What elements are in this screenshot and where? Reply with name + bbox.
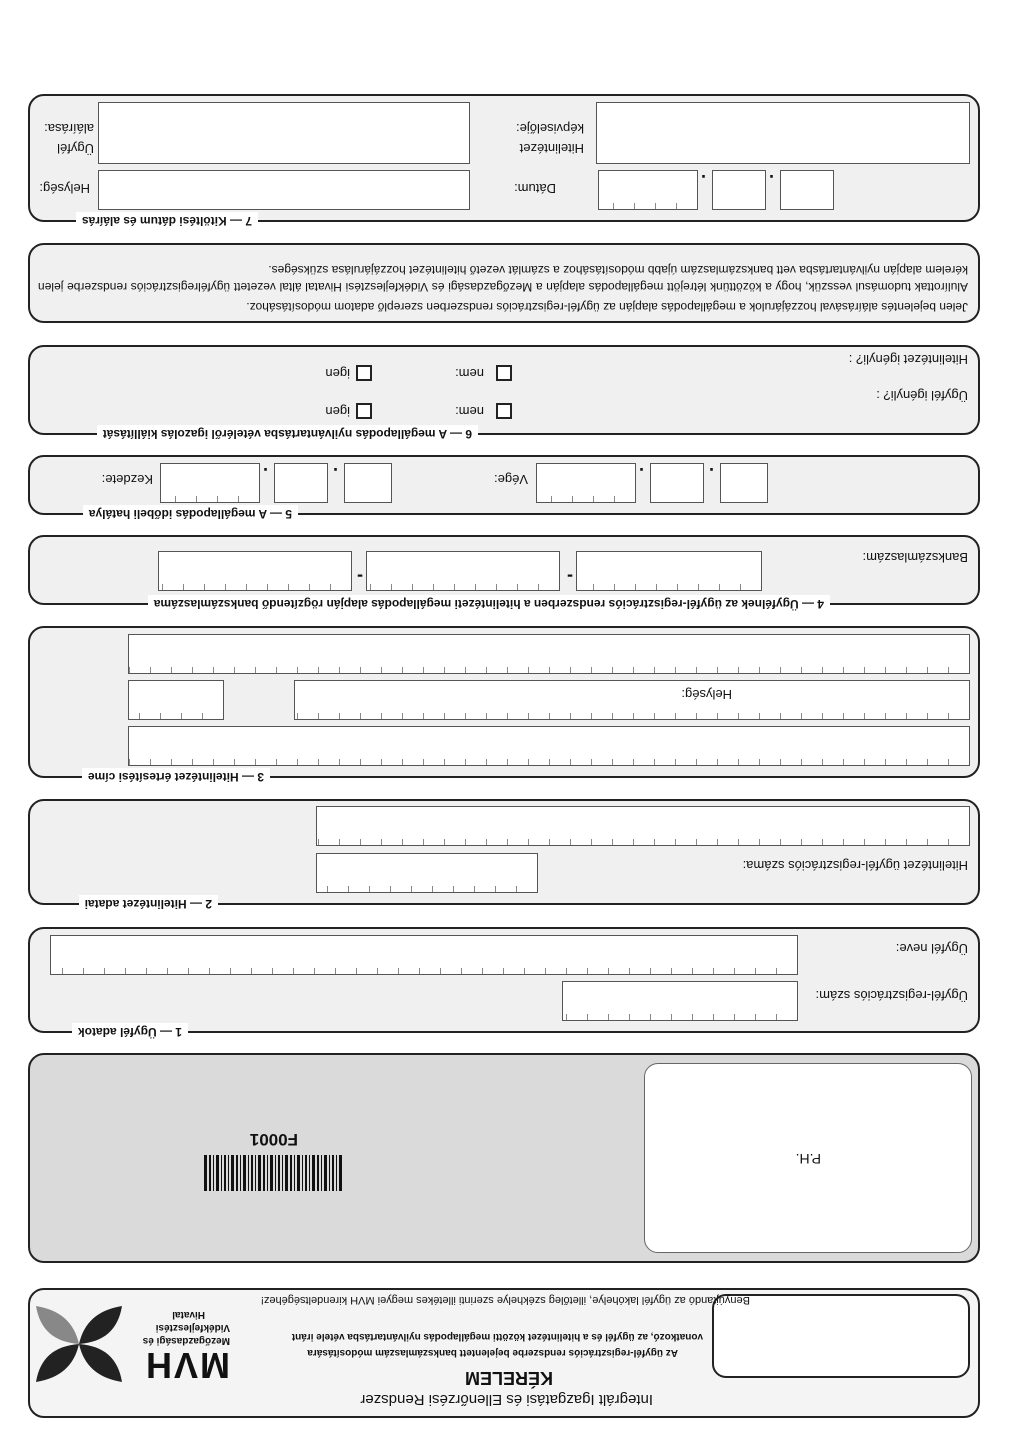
postal-address-input[interactable] xyxy=(128,634,970,674)
bank-request-no-label: nem: xyxy=(455,366,484,381)
bank-request-label: Hitelintézet igényli? : xyxy=(848,352,968,367)
bank-reg-number-input[interactable] xyxy=(316,853,538,893)
end-date-dot-1: . xyxy=(638,464,644,484)
start-date-label: Kezdete: xyxy=(101,472,153,487)
date-label: Dátum: xyxy=(514,181,556,196)
section-3-bank-address xyxy=(28,626,980,784)
document-title: KÉRELEM xyxy=(464,1368,553,1388)
declaration-panel xyxy=(28,243,980,323)
client-signature-box[interactable] xyxy=(98,102,470,164)
client-name-label: Ügyfél neve: xyxy=(895,941,968,956)
registration-stamp-box[interactable] xyxy=(712,1294,970,1378)
client-signature-label-1: Ügyfél xyxy=(57,141,94,156)
start-year-input[interactable] xyxy=(160,463,260,503)
bank-signature-label-1: Hitelintézet xyxy=(519,141,584,156)
start-day-input[interactable] xyxy=(344,463,392,503)
section-4-legend: 4 — Ügyfélnek az ügyfél-regisztrációs rendszerben a hitelintézeti megállapodás alapján rögzítendő bankszámlaszáma xyxy=(148,595,830,613)
section-2-legend: 2 — Hitelintézet adatai xyxy=(79,895,218,913)
stamp-label: P.H. xyxy=(795,1151,821,1167)
bank-signature-box[interactable] xyxy=(596,102,970,164)
bank-request-yes-checkbox[interactable] xyxy=(356,365,372,381)
logo-line-3: Hivatal xyxy=(172,1309,205,1320)
date-dot-1: . xyxy=(700,171,706,191)
official-stamp-box[interactable] xyxy=(644,1063,972,1253)
bank-account-part-2-input[interactable] xyxy=(366,551,560,591)
declaration-line-2: Alulírottak tudomásul vesszük, hogy a közöttünk létrejött megállapodás alapján a Mezőgazdasági és Vidékfejlesztési Hivatal által vezetett ügyfélregisztrációs rendszerbe jelen kérelem alapján nyilvántartásba vett bankszámlaszám újabb módosításához a számlát vezető hitelintézet hozzájárulása szükséges. xyxy=(38,263,968,294)
start-date-dot-1: . xyxy=(262,464,268,484)
bank-account-part-3-input[interactable] xyxy=(576,551,762,591)
form-code: F0001 xyxy=(249,1130,298,1149)
section-7-signature xyxy=(28,94,980,228)
start-date-dot-2: . xyxy=(332,464,338,484)
date-day-input[interactable] xyxy=(780,170,834,210)
city-label: Helység: xyxy=(681,687,732,702)
section-5-legend: 5 — A megállapodás időbeli hatálya xyxy=(83,505,298,523)
end-date-dot-2: . xyxy=(708,464,714,484)
document-subtitle-2: vonatkozó, az ügyfél és a hitelintézet közötti megállapodás nyilvántartásba vétele iránt xyxy=(291,1331,703,1342)
bank-reg-number-label: Hitelintézet ügyfél-regisztrációs száma: xyxy=(742,858,968,873)
section-6-certificate xyxy=(28,345,980,441)
bank-request-yes-label: igen xyxy=(325,366,350,381)
place-input[interactable] xyxy=(98,170,470,210)
start-month-input[interactable] xyxy=(274,463,328,503)
section-4-bank-account xyxy=(28,535,980,611)
place-label: Helység: xyxy=(39,181,90,196)
bank-contact-name-input[interactable] xyxy=(128,726,970,766)
section-3-legend: 3 — Hitelintézet értesítési címe xyxy=(82,768,270,786)
client-request-label: Ügyfél igényli? : xyxy=(876,388,968,403)
account-separator-1: - xyxy=(357,567,363,587)
logo-emblem-icon xyxy=(34,1304,124,1384)
section-1-client-data xyxy=(28,927,980,1039)
bank-signature-label-2: képviselője: xyxy=(516,121,584,136)
document-subtitle-1: Az ügyfél-regisztrációs rendszerbe bejelentett bankszámlaszám módosítására xyxy=(307,1347,678,1358)
date-dot-2: . xyxy=(768,171,774,191)
declaration-line-1: Jelen bejelentés aláírásával hozzájárulok a megállapodás alapján az ügyfél-regisztrációs rendszerben szereplő adatom módosításához. xyxy=(246,300,968,314)
barcode-panel xyxy=(28,1053,980,1263)
section-5-validity xyxy=(28,455,980,521)
logo-line-1: Mezőgazdasági és xyxy=(142,1335,230,1346)
account-separator-2: - xyxy=(567,567,573,587)
city-input[interactable] xyxy=(294,680,970,720)
client-request-yes-label: igen xyxy=(325,404,350,419)
logo-wordmark: MVH xyxy=(144,1345,230,1386)
bank-request-no-checkbox[interactable] xyxy=(496,365,512,381)
header-panel xyxy=(28,1288,980,1418)
barcode-icon xyxy=(202,1155,342,1191)
section-2-bank-data xyxy=(28,799,980,911)
date-month-input[interactable] xyxy=(712,170,766,210)
client-request-no-label: nem: xyxy=(455,404,484,419)
end-day-input[interactable] xyxy=(720,463,768,503)
client-request-no-checkbox[interactable] xyxy=(496,403,512,419)
client-reg-number-input[interactable] xyxy=(562,981,798,1021)
end-year-input[interactable] xyxy=(536,463,636,503)
date-year-input[interactable] xyxy=(598,170,698,210)
logo-line-2: Vidékfejlesztési xyxy=(155,1322,230,1333)
mvh-logo xyxy=(34,1302,230,1386)
bank-account-label: Bankszámlaszám: xyxy=(862,550,968,565)
bank-account-part-1-input[interactable] xyxy=(158,551,352,591)
end-date-label: Vége: xyxy=(494,472,528,487)
section-1-legend: 1 — Ügyfél adatok xyxy=(72,1023,188,1041)
zip-code-input[interactable] xyxy=(128,680,224,720)
client-name-input[interactable] xyxy=(50,935,798,975)
client-signature-label-2: aláírása: xyxy=(44,121,94,136)
system-name: Integrált Igazgatási és Ellenőrzési Rendszer xyxy=(360,1391,653,1408)
section-6-legend: 6 — A megállapodás nyilvántartásba vételéről igazolás kiállítását xyxy=(97,425,478,443)
bank-name-input[interactable] xyxy=(316,806,970,846)
section-7-legend: 7 — Kitöltési dátum és aláírás xyxy=(76,212,258,230)
client-request-yes-checkbox[interactable] xyxy=(356,403,372,419)
submission-note: Benyújtandó az ügyfél lakóhelye, illetőleg székhelye szerinti illetékes megyei MVH kirendeltségéhez! xyxy=(260,1294,750,1306)
client-reg-number-label: Ügyfél-regisztrációs szám: xyxy=(815,988,968,1003)
end-month-input[interactable] xyxy=(650,463,704,503)
